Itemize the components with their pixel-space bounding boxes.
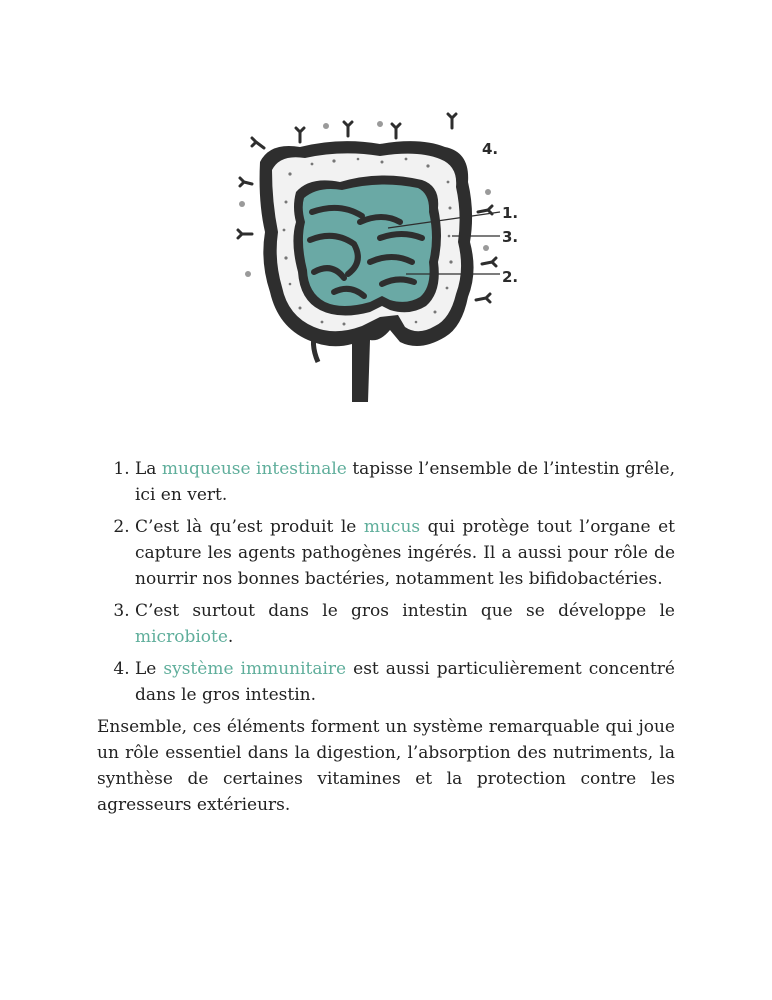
highlight-term: muqueuse intestinale: [161, 459, 347, 479]
summary-paragraph: Ensemble, ces éléments forment un système remarquable qui joue un rôle essentiel dans la digestion, l’absorption des nutriments, la synthèse de certaines vitamines et la protection contre les agresseurs extérieurs.: [97, 717, 675, 815]
callout-4: 4.: [482, 140, 499, 158]
list-item: [135, 456, 675, 508]
numbered-list: [97, 456, 675, 708]
list-text: C’est là qu’est produit le: [135, 517, 364, 537]
list-text: C’est surtout dans le gros intestin que se développe le: [135, 601, 675, 621]
intestine-illustration: [230, 112, 530, 412]
list-text: La: [135, 459, 162, 479]
callout-3: 3.: [502, 228, 519, 246]
list-text: qui protège tout l’organe et capture les agents pathogènes ingérés. Il a aussi pour rôle de nourrir nos bonnes bactéries, notamment les bifidobactéries.: [135, 517, 675, 589]
callout-2: 2.: [502, 268, 519, 286]
list-item: [135, 514, 675, 592]
list-text: est aussi particulièrement concentré dans le gros intestin.: [135, 659, 675, 705]
highlight-term: système immunitaire: [163, 659, 347, 679]
highlight-term: mucus: [363, 517, 421, 537]
list-text: tapisse l’ensemble de l’intestin grêle, ici en vert.: [135, 459, 675, 505]
list-item: [135, 656, 675, 708]
list-text: .: [227, 627, 234, 647]
callout-1: 1.: [502, 204, 519, 222]
list-item: [135, 598, 675, 650]
highlight-term: microbiote: [135, 627, 228, 647]
intestinal-mucosa: [303, 184, 432, 306]
text-block: [97, 456, 675, 818]
list-text: Le: [135, 659, 164, 679]
